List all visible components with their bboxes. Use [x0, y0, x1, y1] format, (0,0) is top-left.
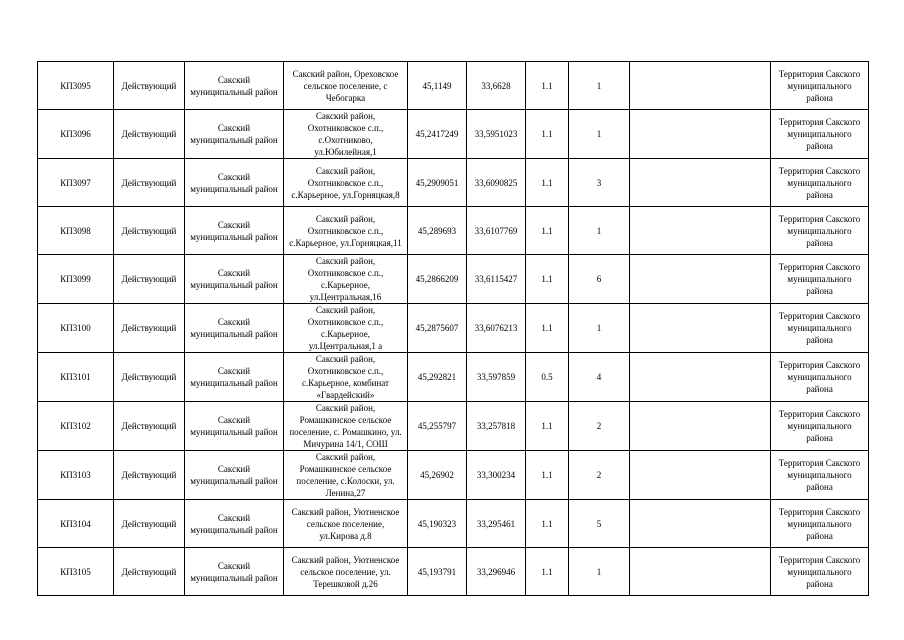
served-territory-cell: Территория Сакского муниципального района	[771, 500, 869, 548]
served-territory-cell: Территория Сакского муниципального района	[771, 402, 869, 451]
container-count-cell: 4	[569, 353, 630, 402]
note-cell	[630, 402, 771, 451]
container-count-cell: 1	[569, 207, 630, 255]
document-page	[37, 61, 869, 596]
note-cell	[630, 500, 771, 548]
container-count-cell: 6	[569, 255, 630, 304]
latitude-cell: 45,2909051	[408, 159, 467, 207]
served-territory-cell: Территория Сакского муниципального района	[771, 159, 869, 207]
address-cell: Сакский район, Уютненское сельское поселение, ул.Кирова д.8	[284, 500, 408, 548]
point-code-cell: КП3101	[38, 353, 114, 402]
status-cell: Действующий	[114, 304, 185, 353]
district-cell: Сакский муниципальный район	[185, 207, 284, 255]
note-cell	[630, 62, 771, 110]
served-territory-cell: Территория Сакского муниципального района	[771, 110, 869, 159]
container-volume-cell: 1.1	[526, 255, 569, 304]
point-code-cell: КП3099	[38, 255, 114, 304]
container-count-cell: 1	[569, 62, 630, 110]
container-volume-cell: 1.1	[526, 451, 569, 500]
point-code-cell: КП3103	[38, 451, 114, 500]
table-row	[38, 548, 869, 596]
district-cell: Сакский муниципальный район	[185, 451, 284, 500]
status-cell: Действующий	[114, 207, 185, 255]
container-volume-cell: 1.1	[526, 548, 569, 596]
table-row	[38, 353, 869, 402]
status-cell: Действующий	[114, 451, 185, 500]
longitude-cell: 33,597859	[467, 353, 526, 402]
address-cell: Сакский район, Охотниковское с.п., с.Карьерное, ул.Центральная,16	[284, 255, 408, 304]
container-volume-cell: 1.1	[526, 402, 569, 451]
latitude-cell: 45,2417249	[408, 110, 467, 159]
point-code-cell: КП3098	[38, 207, 114, 255]
table-row	[38, 500, 869, 548]
table-row	[38, 110, 869, 159]
status-cell: Действующий	[114, 110, 185, 159]
collection-points-table	[37, 61, 869, 596]
container-count-cell: 1	[569, 548, 630, 596]
longitude-cell: 33,6115427	[467, 255, 526, 304]
note-cell	[630, 548, 771, 596]
longitude-cell: 33,6090825	[467, 159, 526, 207]
note-cell	[630, 207, 771, 255]
longitude-cell: 33,5951023	[467, 110, 526, 159]
latitude-cell: 45,292821	[408, 353, 467, 402]
served-territory-cell: Территория Сакского муниципального района	[771, 255, 869, 304]
container-count-cell: 5	[569, 500, 630, 548]
address-cell: Сакский район, Ореховское сельское поселение, с Чебогарка	[284, 62, 408, 110]
container-count-cell: 2	[569, 451, 630, 500]
longitude-cell: 33,6628	[467, 62, 526, 110]
longitude-cell: 33,6107769	[467, 207, 526, 255]
table-body	[38, 62, 869, 596]
table-row	[38, 207, 869, 255]
latitude-cell: 45,289693	[408, 207, 467, 255]
latitude-cell: 45,1149	[408, 62, 467, 110]
container-volume-cell: 1.1	[526, 500, 569, 548]
latitude-cell: 45,2875607	[408, 304, 467, 353]
table-row	[38, 304, 869, 353]
longitude-cell: 33,257818	[467, 402, 526, 451]
status-cell: Действующий	[114, 255, 185, 304]
note-cell	[630, 353, 771, 402]
address-cell: Сакский район, Ромашкинское сельское поселение, с.Колоски, ул. Ленина,27	[284, 451, 408, 500]
note-cell	[630, 451, 771, 500]
status-cell: Действующий	[114, 159, 185, 207]
longitude-cell: 33,296946	[467, 548, 526, 596]
address-cell: Сакский район, Охотниковское с.п., с.Карьерное, ул.Горняцкая,11	[284, 207, 408, 255]
status-cell: Действующий	[114, 500, 185, 548]
longitude-cell: 33,6076213	[467, 304, 526, 353]
latitude-cell: 45,2866209	[408, 255, 467, 304]
address-cell: Сакский район, Охотниковское с.п., с.Охотниково, ул.Юбилейная,1	[284, 110, 408, 159]
district-cell: Сакский муниципальный район	[185, 353, 284, 402]
longitude-cell: 33,300234	[467, 451, 526, 500]
status-cell: Действующий	[114, 62, 185, 110]
container-count-cell: 1	[569, 304, 630, 353]
district-cell: Сакский муниципальный район	[185, 304, 284, 353]
served-territory-cell: Территория Сакского муниципального района	[771, 62, 869, 110]
table-row	[38, 451, 869, 500]
point-code-cell: КП3096	[38, 110, 114, 159]
container-volume-cell: 1.1	[526, 207, 569, 255]
address-cell: Сакский район, Охотниковское с.п., с.Карьерное, ул.Горняцкая,8	[284, 159, 408, 207]
point-code-cell: КП3105	[38, 548, 114, 596]
served-territory-cell: Территория Сакского муниципального района	[771, 548, 869, 596]
served-territory-cell: Территория Сакского муниципального района	[771, 451, 869, 500]
latitude-cell: 45,190323	[408, 500, 467, 548]
address-cell: Сакский район, Уютненское сельское поселение, ул. Терешковой д.26	[284, 548, 408, 596]
note-cell	[630, 255, 771, 304]
district-cell: Сакский муниципальный район	[185, 159, 284, 207]
container-count-cell: 1	[569, 110, 630, 159]
district-cell: Сакский муниципальный район	[185, 402, 284, 451]
latitude-cell: 45,193791	[408, 548, 467, 596]
served-territory-cell: Территория Сакского муниципального района	[771, 207, 869, 255]
district-cell: Сакский муниципальный район	[185, 548, 284, 596]
container-volume-cell: 0.5	[526, 353, 569, 402]
point-code-cell: КП3104	[38, 500, 114, 548]
note-cell	[630, 304, 771, 353]
point-code-cell: КП3102	[38, 402, 114, 451]
container-volume-cell: 1.1	[526, 110, 569, 159]
point-code-cell: КП3100	[38, 304, 114, 353]
status-cell: Действующий	[114, 402, 185, 451]
table-row	[38, 62, 869, 110]
status-cell: Действующий	[114, 548, 185, 596]
point-code-cell: КП3095	[38, 62, 114, 110]
note-cell	[630, 159, 771, 207]
container-volume-cell: 1.1	[526, 62, 569, 110]
container-count-cell: 3	[569, 159, 630, 207]
address-cell: Сакский район, Ромашкинское сельское поселение, с. Ромашкино, ул. Мичурина 14/1, СОШ	[284, 402, 408, 451]
latitude-cell: 45,255797	[408, 402, 467, 451]
table-row	[38, 402, 869, 451]
served-territory-cell: Территория Сакского муниципального района	[771, 304, 869, 353]
container-count-cell: 2	[569, 402, 630, 451]
address-cell: Сакский район, Охотниковское с.п., с.Карьерное, ул.Центральная,1 а	[284, 304, 408, 353]
latitude-cell: 45,26902	[408, 451, 467, 500]
district-cell: Сакский муниципальный район	[185, 110, 284, 159]
district-cell: Сакский муниципальный район	[185, 500, 284, 548]
table-row	[38, 159, 869, 207]
served-territory-cell: Территория Сакского муниципального района	[771, 353, 869, 402]
point-code-cell: КП3097	[38, 159, 114, 207]
district-cell: Сакский муниципальный район	[185, 62, 284, 110]
status-cell: Действующий	[114, 353, 185, 402]
table-row	[38, 255, 869, 304]
longitude-cell: 33,295461	[467, 500, 526, 548]
district-cell: Сакский муниципальный район	[185, 255, 284, 304]
container-volume-cell: 1.1	[526, 159, 569, 207]
container-volume-cell: 1.1	[526, 304, 569, 353]
note-cell	[630, 110, 771, 159]
address-cell: Сакский район, Охотниковское с.п., с.Карьерное, комбинат «Гвардейский»	[284, 353, 408, 402]
